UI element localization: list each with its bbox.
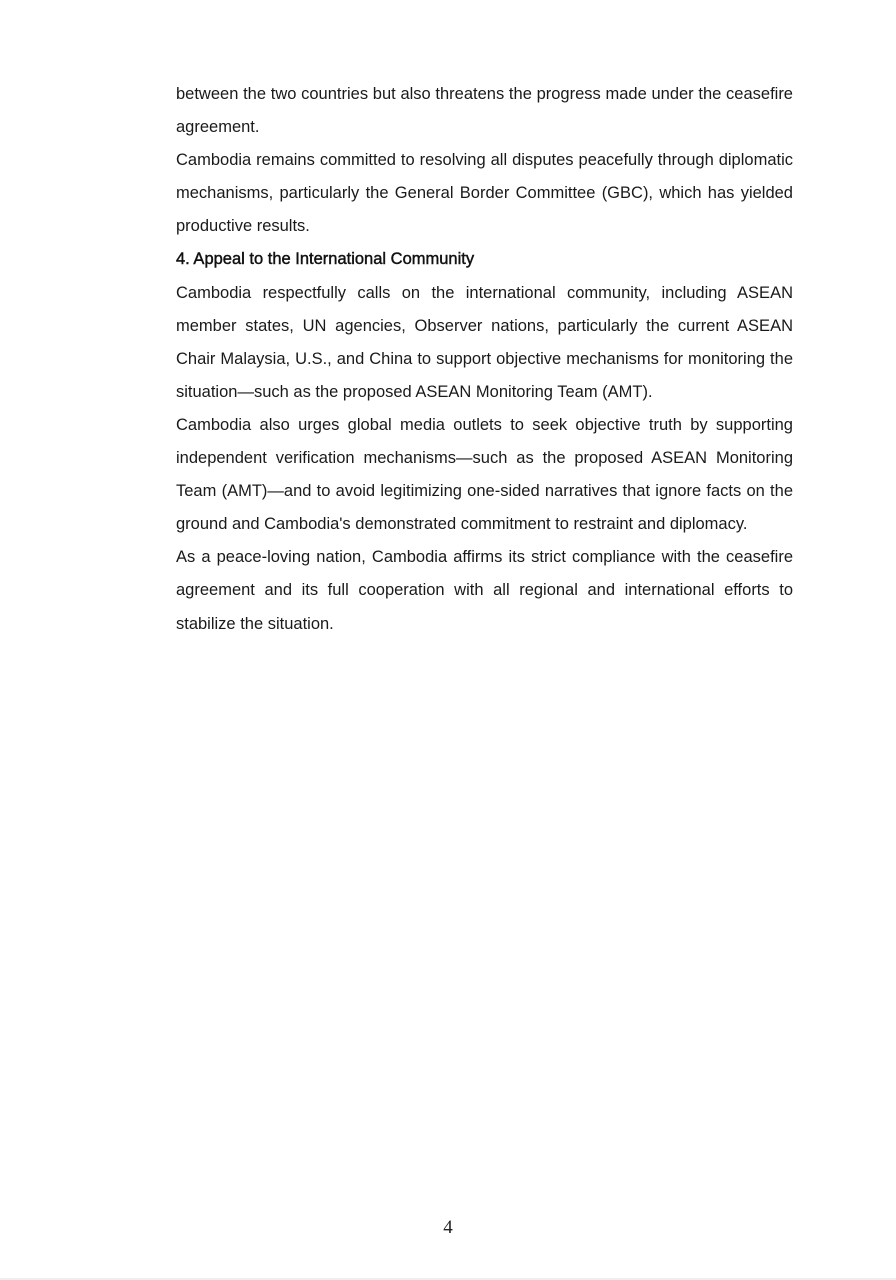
- paragraph-international-call: Cambodia respectfully calls on the international community, including ASEAN member states, UN agencies, Observer nations, particularly the current ASEAN Chair Malaysia, U.S., and China to support objective mechanisms for monitoring the situation—such as the proposed ASEAN Monitoring Team (AMT).: [176, 283, 793, 401]
- page-number: 4: [443, 1217, 453, 1238]
- paragraph-peace-commitment: As a peace-loving nation, Cambodia affirms its strict compliance with the ceasefire agreement and its full cooperation with all regional and international efforts to stabilize the situation.: [176, 548, 793, 633]
- document-body: [176, 78, 793, 641]
- paragraph-gbc-commitment: Cambodia remains committed to resolving all disputes peacefully through diplomatic mechanisms, particularly the General Border Committee (GBC), which has yielded productive results.: [176, 151, 793, 236]
- paragraph-media-appeal: Cambodia also urges global media outlets to seek objective truth by supporting independent verification mechanisms—such as the proposed ASEAN Monitoring Team (AMT)—and to avoid legitimizing one-sided narratives that ignore facts on the ground and Cambodia's demonstrated commitment to restraint and diplomacy.: [176, 415, 793, 534]
- paragraph-ceasefire-threat: between the two countries but also threatens the progress made under the ceasefire agreement.: [176, 85, 793, 137]
- section-heading-appeal: 4. Appeal to the International Community: [176, 250, 475, 269]
